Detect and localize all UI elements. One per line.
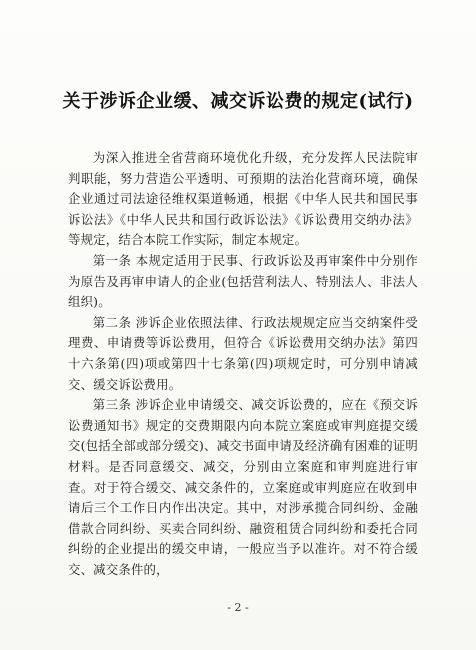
document-title: 关于涉诉企业缓、减交诉讼费的规定(试行): [62, 91, 414, 112]
intro-paragraph: 为深入推进全省营商环境优化升级，充分发挥人民法院审判职能，努力营造公平透明、可预期的法治化营商环境，确保企业通过司法途径维权渠道畅通，根据《中华人民共和国民事诉讼法》《中华人民共和国行政诉讼法》《诉讼费用交纳办法》等规定，结合本院工作实际，制定本规定。: [68, 150, 418, 248]
article-three-paragraph: 第三条 涉诉企业申请缓交、减交诉讼费的，应在《预交诉讼费通知书》规定的交费期限内向本院立案庭或审判庭提交缓交(包括全部或部分缓交)、减交书面申请及经济确有困难的证明材料。是否同意缓交、减交，分别由立案庭和审判庭进行审查。对于符合缓交、减交条件的，立案庭或审判庭应在收到申请后三个工作日内作出决定。其中，对涉承揽合同纠纷、金融借款合同纠纷、买卖合同纠纷、融资租赁合同纠纷和委托合同纠纷的企业提出的缓交申请，一般应当予以准许。对不符合缓交、减交条件的，: [68, 397, 419, 577]
page-number: - 2 -: [227, 601, 249, 614]
document-body: [68, 148, 418, 580]
article-two-paragraph: 第二条 涉诉企业依照法律、行政法规规定应当交纳案件受理费、申请费等诉讼费用，但符合《诉讼费用交纳办法》第四十六条第(四)项或第四十七条第(四)项规定时，可分别申请减交、缓交诉讼费用。: [68, 314, 418, 392]
article-one-paragraph: 第一条 本规定适用于民事、行政诉讼及再审案件中分别作为原告及再审申请人的企业(包括营利法人、特别法人、非法人组织)。: [68, 252, 418, 310]
